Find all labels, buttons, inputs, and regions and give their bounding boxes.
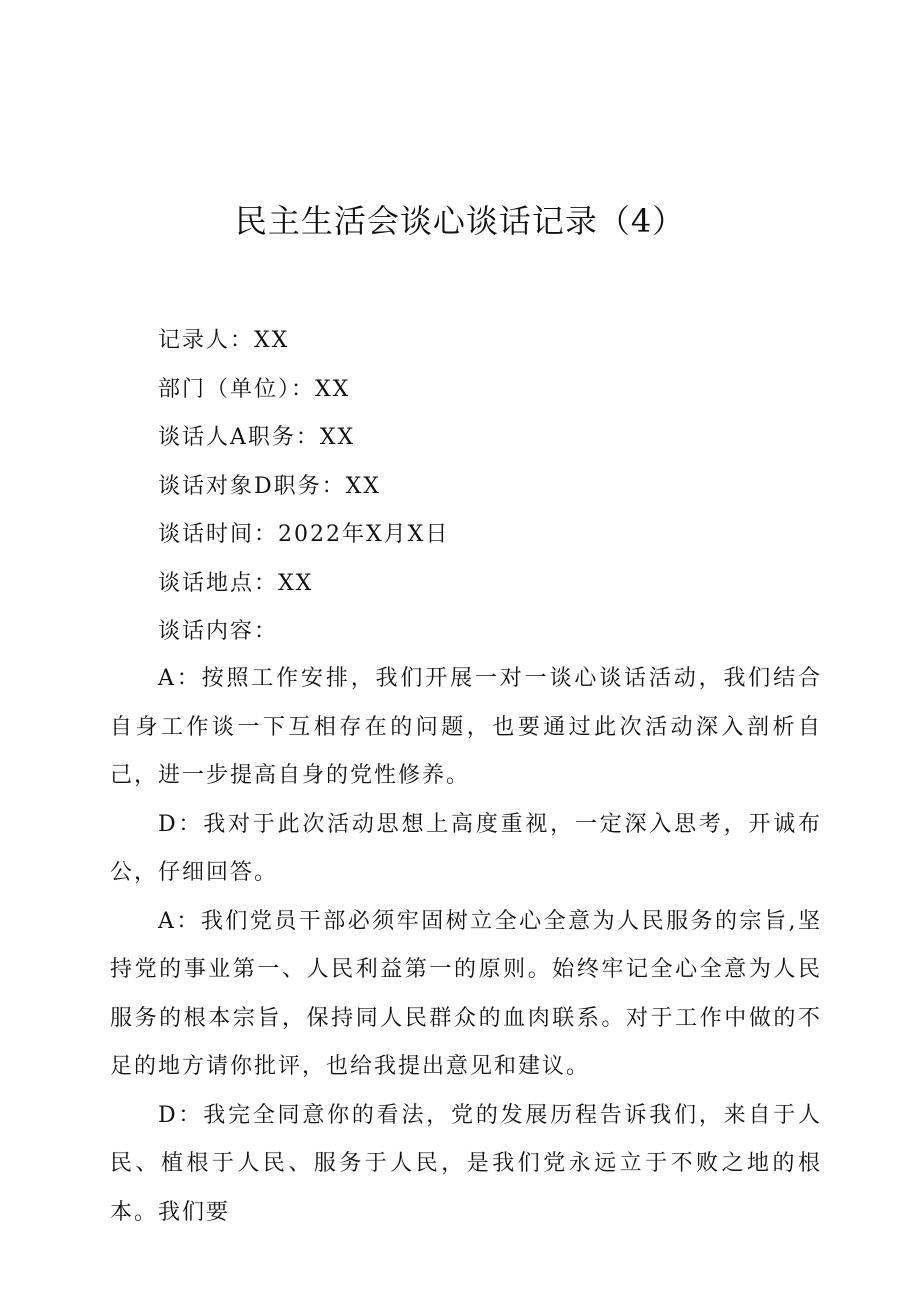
record-meta — [158, 317, 818, 657]
meta-interviewee-position: 谈话对象D职务：XX — [158, 473, 381, 499]
meta-interviewer-position: 谈话人A职务：XX — [158, 425, 356, 450]
meta-content-label: 谈话内容： — [158, 619, 279, 644]
meta-recorder: 记录人：XX — [158, 328, 290, 353]
paragraph: D：我完全同意你的看法，党的发展历程告诉我们，来自于人民、植根于人民、服务于人民，是我们党永远立于不败之地的根本。我们要 — [110, 1102, 822, 1225]
paragraph: A：我们党员干部必须牢固树立全心全意为人民服务的宗旨,坚持党的事业第一、人民利益第一的原则。始终牢记全心全意为人民服务的根本宗旨，保持同人民群众的血肉联系。对于工作中做的不足的地方请你批评，也给我提出意见和建议。 — [110, 908, 822, 1079]
paragraph: A：按照工作安排，我们开展一对一谈心谈话活动，我们结合自身工作谈一下互相存在的问题，也要通过此次活动深入剖析自己，进一步提高自身的党性修养。 — [110, 666, 822, 788]
conversation-body — [110, 655, 822, 1237]
paragraph: D：我对于此次活动思想上高度重视，一定深入思考，开诚布公，仔细回答。 — [110, 811, 822, 885]
meta-time: 谈话时间：2022年X月X日 — [158, 522, 450, 547]
meta-department: 部门（单位）：XX — [158, 376, 351, 402]
meta-location: 谈话地点：XX — [158, 570, 314, 596]
document-title: 民主生活会谈心谈话记录（4） — [234, 202, 686, 240]
